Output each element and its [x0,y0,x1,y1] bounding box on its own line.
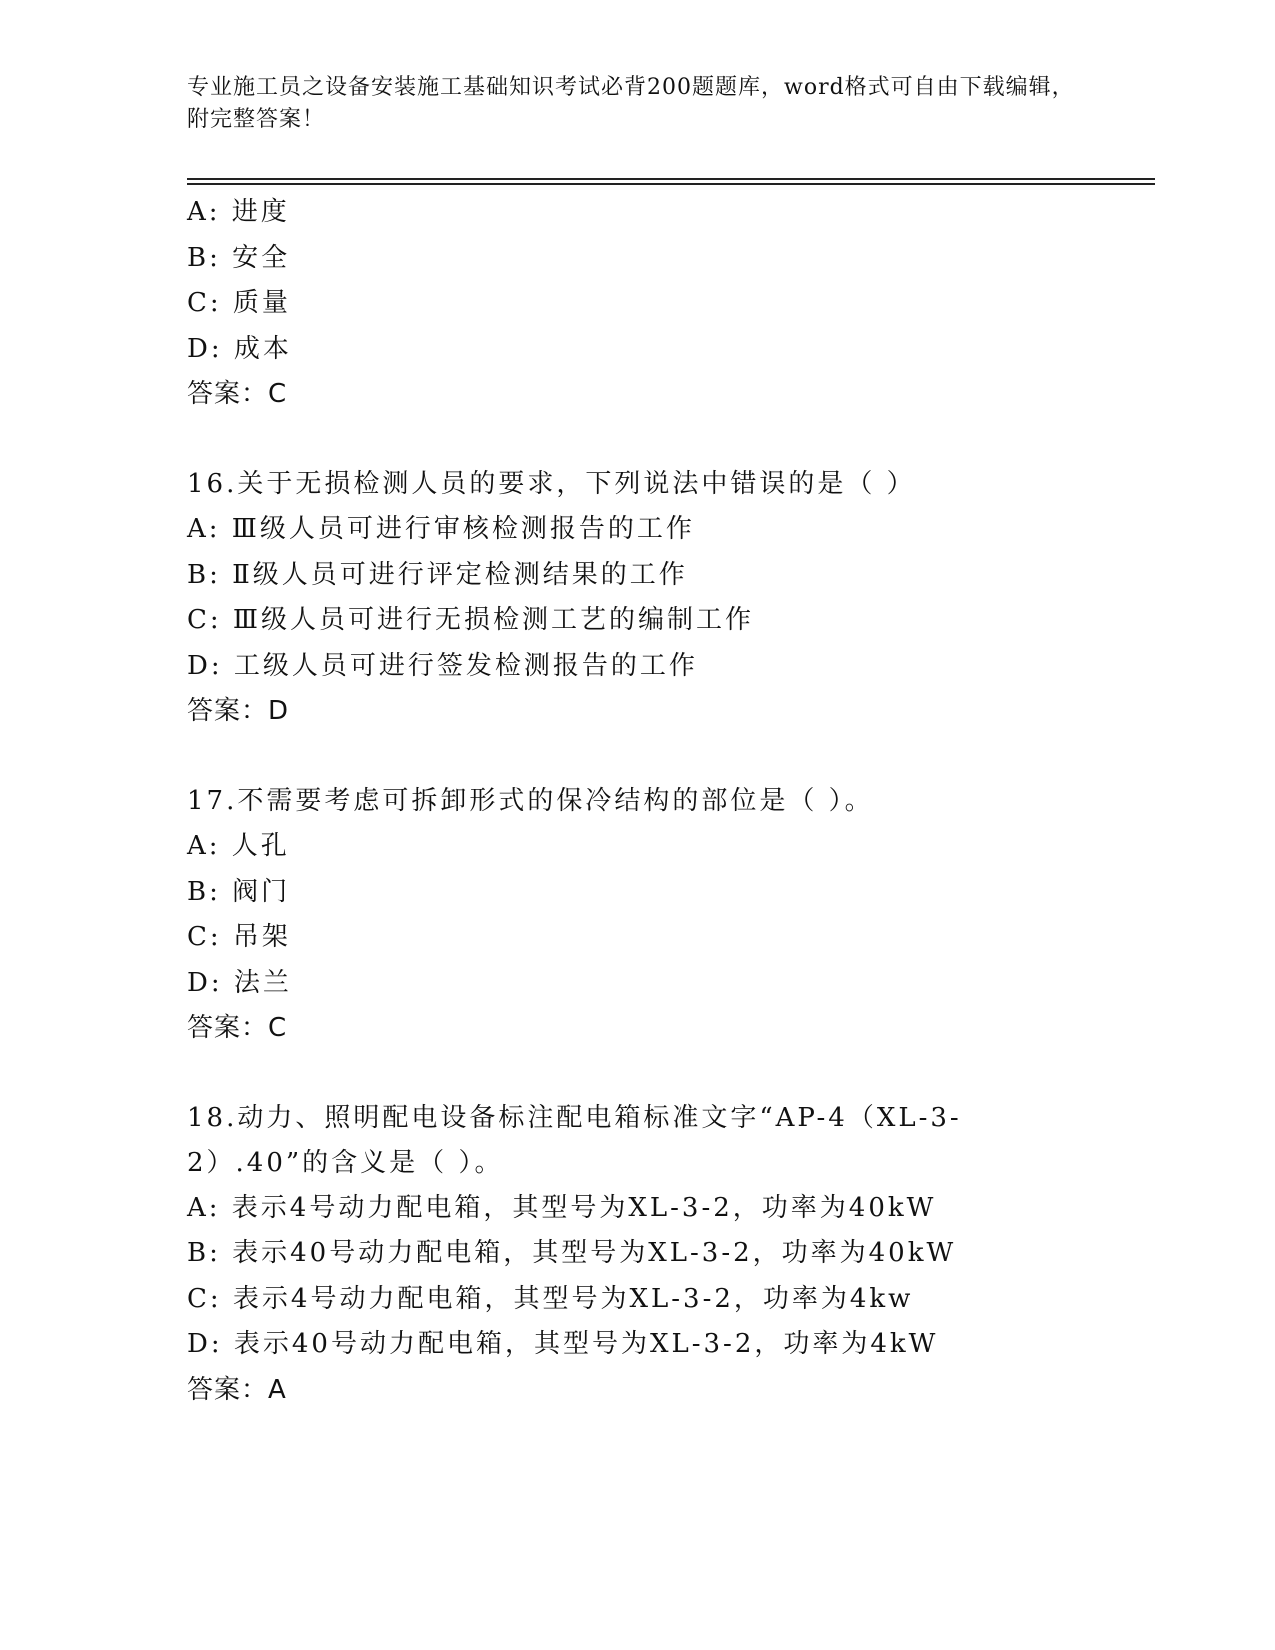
option-b: B: Ⅱ级人员可进行评定检测结果的工作 [187,559,688,590]
question-title: 17.不需要考虑可拆卸形式的保冷结构的部位是（ ）。 [187,785,874,816]
option-d: D: 表示40号动力配电箱，其型号为XL-3-2，功率为4kW [187,1329,939,1359]
spacer [187,1052,1137,1096]
option-c: C: Ⅲ级人员可进行无损检测工艺的编制工作 [187,605,754,635]
question-list [187,190,1137,1413]
option-d: D: 成本 [187,333,292,364]
question-18-block [187,1096,1137,1414]
option-a: A: 表示4号动力配电箱，其型号为XL-3-2，功率为40kW [187,1192,937,1223]
answer: 答案：C [187,1013,288,1043]
option-d: D: 法兰 [187,967,292,998]
question-title: 16.关于无损检测人员的要求，下列说法中错误的是（ ） [187,468,916,499]
spacer [187,418,1137,462]
question-17-block [187,779,1137,1052]
document-header: 专业施工员之设备安装施工基础知识考试必背200题题库，word格式可自由下载编辑，附完整答案！ [187,75,1075,132]
answer: 答案：C [187,379,288,409]
answer: 答案：A [187,1374,287,1405]
question-15-block [187,190,1137,418]
answer: 答案：D [187,696,290,726]
option-a: A: 进度 [187,197,290,227]
option-a: A: Ⅲ级人员可进行审核检测报告的工作 [187,514,695,544]
option-b: B: 表示40号动力配电箱，其型号为XL-3-2，功率为40kW [187,1238,957,1268]
question-title: 18.动力、照明配电设备标注配电箱标准文字“AP-4（XL-3-2）.40”的含义是（ ）。 [187,1102,962,1178]
option-c: C: 表示4号动力配电箱，其型号为XL-3-2，功率为4kw [187,1283,914,1314]
option-c: C: 质量 [187,288,291,318]
option-b: B: 安全 [187,242,291,273]
question-16-block [187,462,1137,735]
header-rule-top [187,178,1155,180]
option-b: B: 阀门 [187,876,291,907]
header-rule-bottom [187,183,1155,185]
option-a: A: 人孔 [187,831,290,861]
option-d: D: 工级人员可进行签发检测报告的工作 [187,650,698,681]
spacer [187,735,1137,779]
option-c: C: 吊架 [187,922,291,952]
